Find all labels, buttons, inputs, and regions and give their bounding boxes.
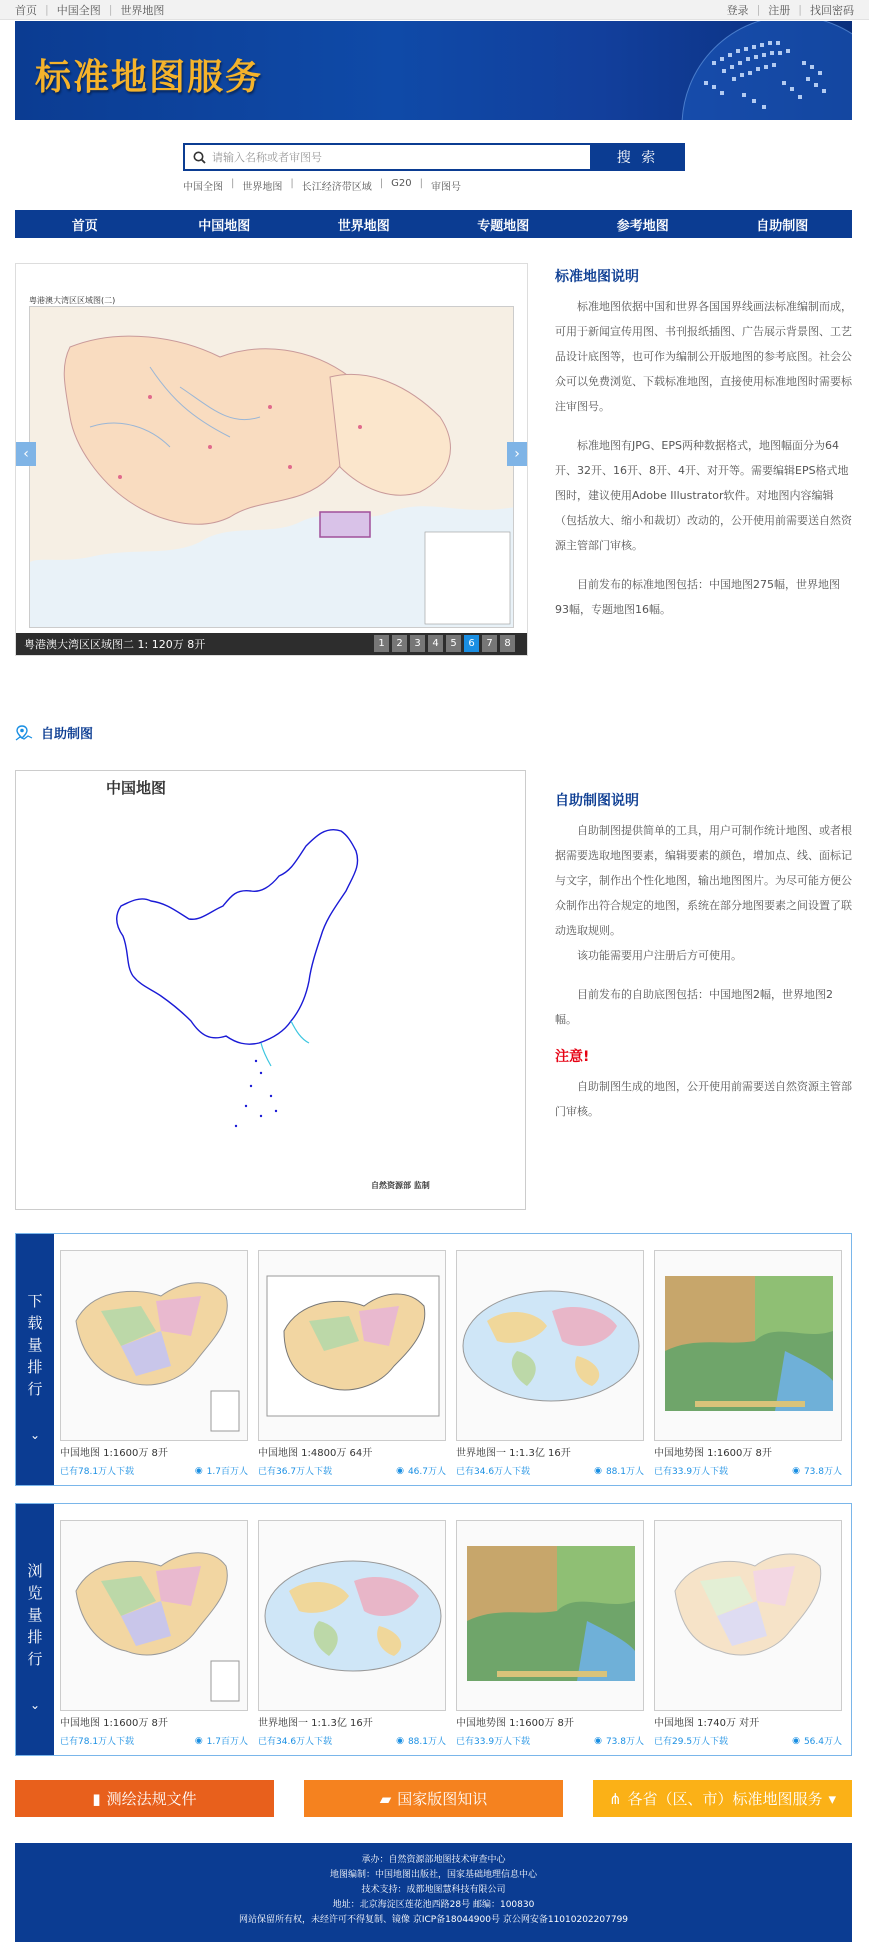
top-link-china[interactable]: 中国全图 <box>56 3 101 17</box>
eye-icon: ◉ <box>594 1735 602 1746</box>
std-desc-paragraph: 目前发布的标准地图包括：中国地图275幅，世界地图93幅，专题地图16幅。 <box>555 578 840 616</box>
rank-item-downloads: 已有34.6万人下载 <box>258 1737 333 1747</box>
rank-item-downloads: 已有33.9万人下载 <box>654 1467 729 1477</box>
search-placeholder: 请输入名称或者审图号 <box>212 151 322 164</box>
map-thumbnail[interactable] <box>258 1520 446 1711</box>
label-char: 量 <box>27 1336 43 1354</box>
page-button[interactable]: 2 <box>392 635 407 652</box>
quick-link[interactable]: 世界地图 <box>242 182 283 193</box>
territory-knowledge-button[interactable] <box>304 1780 563 1817</box>
footer-line: 网站保留所有权，未经许可不得复制、镜像 京ICP备18044900号 京公网安备11010202207799 <box>238 1915 629 1925</box>
label-char: 排 <box>27 1358 43 1376</box>
eye-icon: ◉ <box>792 1735 800 1746</box>
eye-icon: ◉ <box>194 1735 203 1746</box>
rank-item-name[interactable]: 中国地图 1:1600万 8开 <box>60 1448 168 1459</box>
quick-link[interactable]: 长江经济带区域 <box>301 182 372 193</box>
rank-item[interactable] <box>60 1250 248 1477</box>
top-link-world[interactable]: 世界地图 <box>120 3 165 17</box>
rank-item[interactable] <box>258 1520 446 1747</box>
rank-item-downloads: 已有78.1万人下载 <box>60 1467 135 1477</box>
eye-icon: ◉ <box>594 1465 602 1476</box>
china-map-credit: 自然资源部 监制 <box>371 1181 430 1190</box>
quick-link[interactable]: 中国全图 <box>183 182 223 193</box>
map-thumbnail[interactable] <box>456 1250 644 1441</box>
view-ranking <box>15 1503 852 1756</box>
rank-item-views: 88.1万人 <box>605 1467 644 1477</box>
rank-item-downloads: 已有34.6万人下载 <box>456 1467 531 1477</box>
footer-line: 技术支持：成都地图慧科技有限公司 <box>361 1885 506 1895</box>
std-desc-paragraph: 标准地图有JPG、EPS两种数据格式，地图幅面分为64开、32开、16开、8开、4开、对开等。需要编辑EPS格式地图时，建议使用Adobe Illustrator软件。对地图内容编辑（包括放大、缩小和裁切）改动的，公开使用前需要送自然资源主管部门审核。 <box>555 439 852 552</box>
rank-item-downloads: 已有33.9万人下载 <box>456 1737 531 1747</box>
search-icon <box>193 151 206 164</box>
slide-map-image[interactable] <box>29 306 514 628</box>
download-ranking-label <box>16 1234 54 1485</box>
map-thumbnail[interactable] <box>258 1250 446 1441</box>
eye-icon: ◉ <box>194 1465 203 1476</box>
map-pin-icon <box>15 725 33 741</box>
slider-pagination <box>374 635 515 652</box>
page-button[interactable]: 4 <box>428 635 443 652</box>
rank-item[interactable] <box>60 1520 248 1747</box>
rank-item-name[interactable]: 中国地势图 1:1600万 8开 <box>654 1448 772 1459</box>
slider-next-button[interactable]: › <box>507 442 527 466</box>
rank-item[interactable] <box>258 1250 446 1477</box>
self-mapping-title: 自助制图 <box>41 727 94 742</box>
nav-item-reference-map[interactable]: 参考地图 <box>616 218 669 234</box>
quick-links: 中国全图 | 世界地图 | 长江经济带区域 | G20 | 审图号 <box>183 178 461 193</box>
self-desc-paragraph: 目前发布的自助底图包括：中国地图2幅，世界地图2幅。 <box>555 988 833 1026</box>
map-thumbnail[interactable] <box>60 1520 248 1711</box>
label-char: 载 <box>27 1314 43 1332</box>
page-button[interactable]: 1 <box>374 635 389 652</box>
rank-item-name[interactable]: 中国地图 1:740万 对开 <box>654 1718 760 1729</box>
page-button-active[interactable]: 6 <box>464 635 479 652</box>
rank-item-downloads: 已有29.5万人下载 <box>654 1737 729 1747</box>
top-bar: 首页 | 中国全图 | 世界地图 登录 | 注册 | 找回密码 <box>0 0 869 20</box>
rank-item-views: 73.8万人 <box>803 1467 842 1477</box>
china-outline-graphic <box>111 811 371 1141</box>
self-mapping-heading <box>15 723 93 742</box>
rank-item-views: 56.4万人 <box>803 1737 842 1747</box>
eye-icon: ◉ <box>396 1735 404 1746</box>
login-link[interactable]: 登录 <box>726 3 749 17</box>
quick-link[interactable]: 审图号 <box>430 182 461 193</box>
nav-item-home[interactable]: 首页 <box>71 218 98 234</box>
map-slider <box>15 263 528 656</box>
nav-item-china-map[interactable]: 中国地图 <box>198 218 251 234</box>
button-label: 各省（区、市）标准地图服务 <box>627 1790 823 1808</box>
slider-prev-button[interactable]: ‹ <box>16 442 36 466</box>
caret-down-icon: ▾ <box>828 1789 837 1808</box>
button-label: 国家版图知识 <box>397 1790 488 1808</box>
rank-item-views: 73.8万人 <box>605 1737 644 1747</box>
self-desc-paragraph: 自助制图生成的地图，公开使用前需要送自然资源主管部门审核。 <box>555 1080 852 1118</box>
button-label: 测绘法规文件 <box>106 1790 197 1808</box>
surveying-regulations-button[interactable] <box>15 1780 274 1817</box>
page-button[interactable]: 8 <box>500 635 515 652</box>
label-char: 览 <box>27 1584 43 1602</box>
label-char: 排 <box>27 1628 43 1646</box>
rank-item-name[interactable]: 世界地图一 1:1.3亿 16开 <box>456 1448 571 1459</box>
footer-line: 承办：自然资源部地图技术审查中心 <box>361 1855 506 1865</box>
page-button[interactable]: 5 <box>446 635 461 652</box>
nav-item-world-map[interactable]: 世界地图 <box>337 218 390 234</box>
province-map-service-button[interactable] <box>593 1780 852 1817</box>
std-desc-title: 标准地图说明 <box>555 269 639 285</box>
download-ranking <box>15 1233 852 1486</box>
label-char: 量 <box>27 1606 43 1624</box>
self-desc-title: 自助制图说明 <box>555 793 639 809</box>
recover-password-link[interactable]: 找回密码 <box>810 3 854 17</box>
footer-line: 地图编制：中国地图出版社，国家基础地理信息中心 <box>329 1870 537 1880</box>
top-link-home[interactable]: 首页 <box>15 3 37 17</box>
book-icon: ▰ <box>379 1789 392 1808</box>
globe-graphic <box>592 21 852 120</box>
map-thumbnail[interactable] <box>60 1250 248 1441</box>
footer-line: 地址：北京海淀区莲花池西路28号 邮编：100830 <box>332 1900 535 1910</box>
search-input[interactable] <box>183 143 590 171</box>
rank-item[interactable] <box>456 1520 644 1747</box>
rank-item-name[interactable]: 中国地图 1:4800万 64开 <box>258 1448 373 1459</box>
rank-item[interactable] <box>456 1250 644 1477</box>
banner <box>15 21 852 120</box>
register-link[interactable]: 注册 <box>768 3 791 17</box>
eye-icon: ◉ <box>792 1465 800 1476</box>
document-icon: ▮ <box>92 1789 101 1808</box>
map-thumbnail[interactable] <box>654 1520 842 1711</box>
bottom-buttons <box>15 1780 852 1817</box>
quick-link[interactable]: G20 <box>391 178 412 189</box>
self-mapping-china-map[interactable] <box>15 770 526 1210</box>
eye-icon: ◉ <box>396 1465 404 1476</box>
nav-item-thematic-map[interactable]: 专题地图 <box>477 218 530 234</box>
map-thumbnail[interactable] <box>654 1250 842 1441</box>
chevron-down-icon[interactable]: ⌄ <box>29 1428 41 1442</box>
label-char: 下 <box>27 1292 43 1310</box>
sitemap-icon: ⋔ <box>608 1789 622 1808</box>
banner-title: 标准地图服务 <box>35 57 264 98</box>
warning-title: 注意! <box>555 1049 590 1065</box>
std-map-description <box>555 266 852 636</box>
chevron-down-icon[interactable]: ⌄ <box>29 1698 41 1712</box>
self-desc-paragraph: 该功能需要用户注册后方可使用。 <box>577 949 742 962</box>
self-desc-paragraph: 自助制图提供简单的工具，用户可制作统计地图、或者根据需要选取地图要素，编辑要素的颜色，增加点、线、面标记与文字，制作出个性化地图，输出地图图片。为尽可能方便公众制作出符合规定的地图，系统在部分地图要素之间设置了联动选取规则。 <box>555 824 852 937</box>
rank-item-name[interactable]: 中国地图 1:1600万 8开 <box>60 1718 168 1729</box>
rank-item-views: 88.1万人 <box>407 1737 446 1747</box>
rank-item-name[interactable]: 世界地图一 1:1.3亿 16开 <box>258 1718 373 1729</box>
rank-item-views: 46.7万人 <box>407 1467 446 1477</box>
label-char: 行 <box>27 1650 43 1668</box>
main-nav <box>15 210 852 238</box>
search-button[interactable]: 搜 索 <box>590 143 685 171</box>
footer <box>15 1843 852 1942</box>
slide-caption-text: 粤港澳大湾区区域图二 1: 120万 8开 <box>24 638 206 651</box>
slide-map-title: 粤港澳大湾区区域图(二) <box>29 296 116 305</box>
rank-item-views: 1.7百万人 <box>206 1467 248 1477</box>
page-button[interactable]: 3 <box>410 635 425 652</box>
label-char: 浏 <box>27 1562 43 1580</box>
rank-item[interactable] <box>654 1250 842 1477</box>
label-char: 行 <box>27 1380 43 1398</box>
rank-item-views: 1.7百万人 <box>206 1737 248 1747</box>
rank-item-name[interactable]: 中国地势图 1:1600万 8开 <box>456 1718 574 1729</box>
china-map-title: 中国地图 <box>106 779 167 797</box>
page-button[interactable]: 7 <box>482 635 497 652</box>
rank-item-downloads: 已有36.7万人下载 <box>258 1467 333 1477</box>
nav-item-self-mapping[interactable]: 自助制图 <box>756 218 809 234</box>
self-mapping-description <box>555 790 852 1138</box>
rank-item-downloads: 已有78.1万人下载 <box>60 1737 135 1747</box>
map-thumbnail[interactable] <box>456 1520 644 1711</box>
view-ranking-label <box>16 1504 54 1755</box>
search-bar <box>183 143 685 171</box>
std-desc-paragraph: 标准地图依据中国和世界各国国界线画法标准编制而成，可用于新闻宣传用图、书刊报纸插图、广告展示背景图、工艺品设计底图等，也可作为编制公开版地图的参考底图。社会公众可以免费浏览、下载标准地图，直接使用标准地图时需要标注审图号。 <box>555 300 852 413</box>
rank-item[interactable] <box>654 1520 842 1747</box>
